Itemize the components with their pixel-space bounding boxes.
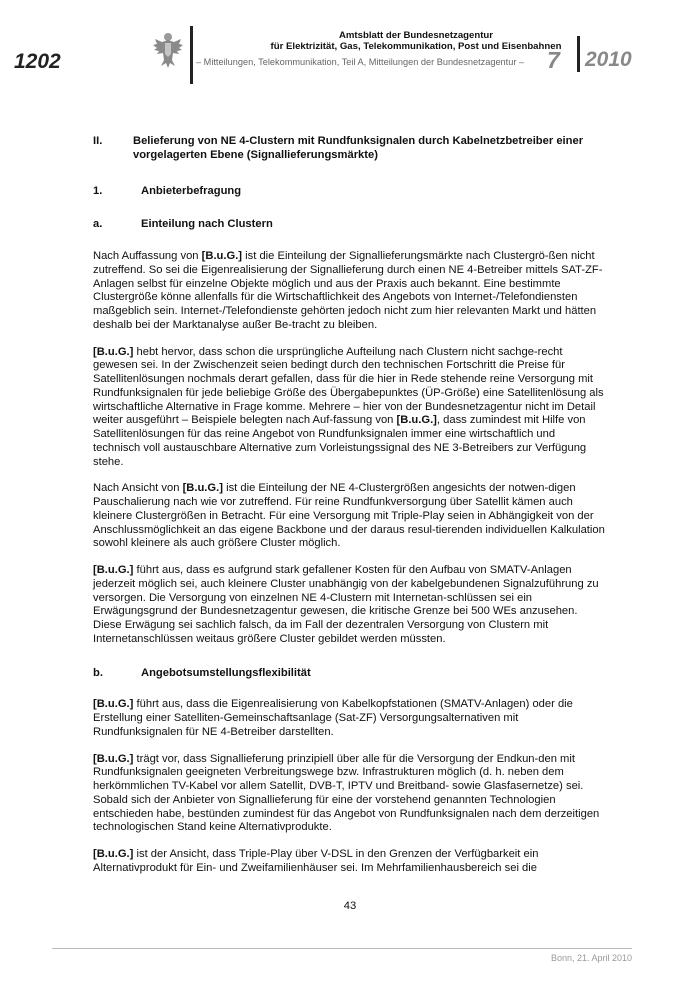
section-number: II. [93, 135, 103, 147]
redaction-marker: [B.u.G.] [93, 564, 134, 576]
section-title: Belieferung von NE 4-Clustern mit Rundfunksignalen durch Kabelnetzbetreiber einer vorgelagerten Ebene (Signallieferungsmärkte) [133, 135, 584, 161]
issue-number: 7 [547, 47, 560, 73]
section-heading-main [93, 135, 605, 163]
section-heading-a [93, 218, 605, 232]
footer-page-number: 43 [343, 900, 357, 912]
redaction-marker: [B.u.G.] [93, 752, 134, 765]
journal-title-subline: für Elektrizität, Gas, Telekommunikation, Post und Eisenbahnen [270, 41, 562, 52]
journal-subtitle: – Mitteilungen, Telekommunikation, Teil A, Mitteilungen der Bundesnetzagentur – [196, 57, 525, 67]
paragraph: [B.u.G.] trägt vor, dass Signallieferung prinzipiell über alle für die Versorgung der Endkun-den mit Rundfunksignalen geeigneten Verbreitungswege bzw. Infrastrukturen möglich (d. h. neben dem herkömmlichen TV-Kabel vor allem Satellit, DVB-T, IPTV und Breitband- sowie Glasfasernetze) sei. Sobald sich der Anbieter von Signallieferung für eine der vorstehend genannten Technologien entschieden habe, bestünden zumindest für das Angebot von Rundfunksignalen nach dem derzeitigen technologischen Stand keine Alternativprodukte. [93, 752, 600, 834]
footer-date: Bonn, 21. April 2010 [550, 953, 632, 963]
redaction-marker: [B.u.G.] [201, 250, 243, 262]
redaction-marker: [B.u.G.] [396, 414, 437, 427]
paragraph: [B.u.G.] führt aus, dass die Eigenrealisierung von Kabelkopfstationen (SMATV-Anlagen) oder die Erstellung einer Satelliten-Gemeinschaftsanlage (Sat-ZF) Versorgungsalternativen mit Rundfunksignalen für NE 4-Betreiber darstellten. [93, 698, 573, 738]
section-number: 1. [93, 184, 103, 197]
issue-year: 2010 [585, 48, 632, 71]
section-title: Einteilung nach Clustern [141, 218, 273, 231]
federal-eagle-icon [152, 30, 184, 70]
page-number: 1202 [14, 50, 61, 73]
paragraph: Nach Auffassung von [B.u.G.] ist die Einteilung der Signallieferungsmärkte nach Clustergrö-ßen nicht zutreffend. So sei die Eigenrealisierung der Signallieferung durch einen NE 4-Betreiber mittels SAT-ZF-Anlagen selbst für einzelne Objekte möglich und aus der Praxis auch bekannt. Eine bestimmte Clustergröße könne allenfalls für die Wirtschaftlichkeit des Angebots von Internet-/Telefondiensten maßgeblich sein. Internet-/Telefondienste gehörten jedoch nicht zum hier relevanten Markt und hätten deshalb bei der Marktanalyse außer Be-tracht zu bleiben. [93, 250, 603, 331]
header-divider [190, 26, 193, 84]
issue-divider [577, 36, 580, 72]
paragraph: [B.u.G.] führt aus, dass es aufgrund stark gefallener Kosten für den Aufbau von SMATV-Anlagen jederzeit möglich sei, auch kleinere Cluster unabhängig von der kabelgebundenen Signalzuführung zu versorgen. Die Versorgung von einzelnen NE 4-Clustern mit Internetan-schlüssen sei ein Erwägungsgrund der Bundesnetzagentur gewesen, die kritische Grenze bei 500 WEs anzusehen. Diese Erwägung sei sachlich falsch, da im Fall der dezentralen Versorgung von Clustern mit Internetanschlüssen weitaus größere Cluster gebildet werden müssten. [93, 564, 599, 645]
redaction-marker: [B.u.G.] [182, 482, 223, 495]
redaction-marker: [B.u.G.] [93, 698, 134, 711]
paragraph: Nach Ansicht von [B.u.G.] ist die Einteilung der NE 4-Clustergrößen angesichts der notwen-digen Pauschalierung nach wie vor zutreffend. Für reine Rundfunkversorgung über Satellit kämen auch kleinere Clustergrößen in Betracht. Für eine Versorgung mit Triple-Play seien in Abhängigkeit von der Anschlussmöglichkeit an das eigene Backbone und der daraus resul-tierenden individuellen Kalkulation sowohl kleinere als auch größere Cluster möglich. [93, 482, 605, 550]
redaction-marker: [B.u.G.] [93, 848, 134, 860]
section-heading-1 [93, 185, 605, 199]
section-number: a. [93, 218, 103, 231]
section-heading-b [93, 667, 605, 681]
section-title: Angebotsumstellungsflexibilität [141, 666, 311, 679]
redaction-marker: [B.u.G.] [93, 345, 134, 358]
section-number: b. [93, 666, 103, 679]
document-body [93, 135, 605, 876]
section-title: Anbieterbefragung [141, 184, 242, 197]
journal-title: Amtsblatt der Bundesnetzagentur [338, 30, 494, 41]
paragraph: [B.u.G.] hebt hervor, dass schon die ursprüngliche Aufteilung nach Clustern nicht sachge-recht gewesen sei. In der Zwischenzeit seien bedingt durch den technischen Fortschritt die Preise für Satellitenlösungen nochmals derart gefallen, dass für die hier in Rede stehende reine Versorgung mit Rundfunksignalen für jede beliebige Größe des Übergabepunktes (ÜP-Größe) eine Satellitenlösung als wirtschaftliche Alternative in Frage komme. Mehrere – hier von der Bundesnetzagentur nicht im Detail weiter ausgeführt – Beispiele belegten nach Auf-fassung von [B.u.G.], dass zumindest mit Hilfe von Satellitenlösungen für das reine Angebot von Rundfunksignalen immer eine wirtschaftlich und technisch voll austauschbare Alternative zum Vorleistungssignal des NE 3-Betreibers zur Verfügung stehe. [93, 345, 604, 468]
footer-divider [52, 948, 632, 949]
paragraph: [B.u.G.] ist der Ansicht, dass Triple-Play über V-DSL in den Grenzen der Verfügbarkeit ein Alternativprodukt für Ein- und Zweifamilienhäuser sei. Im Mehrfamilienhausbereich sei die [93, 848, 539, 874]
